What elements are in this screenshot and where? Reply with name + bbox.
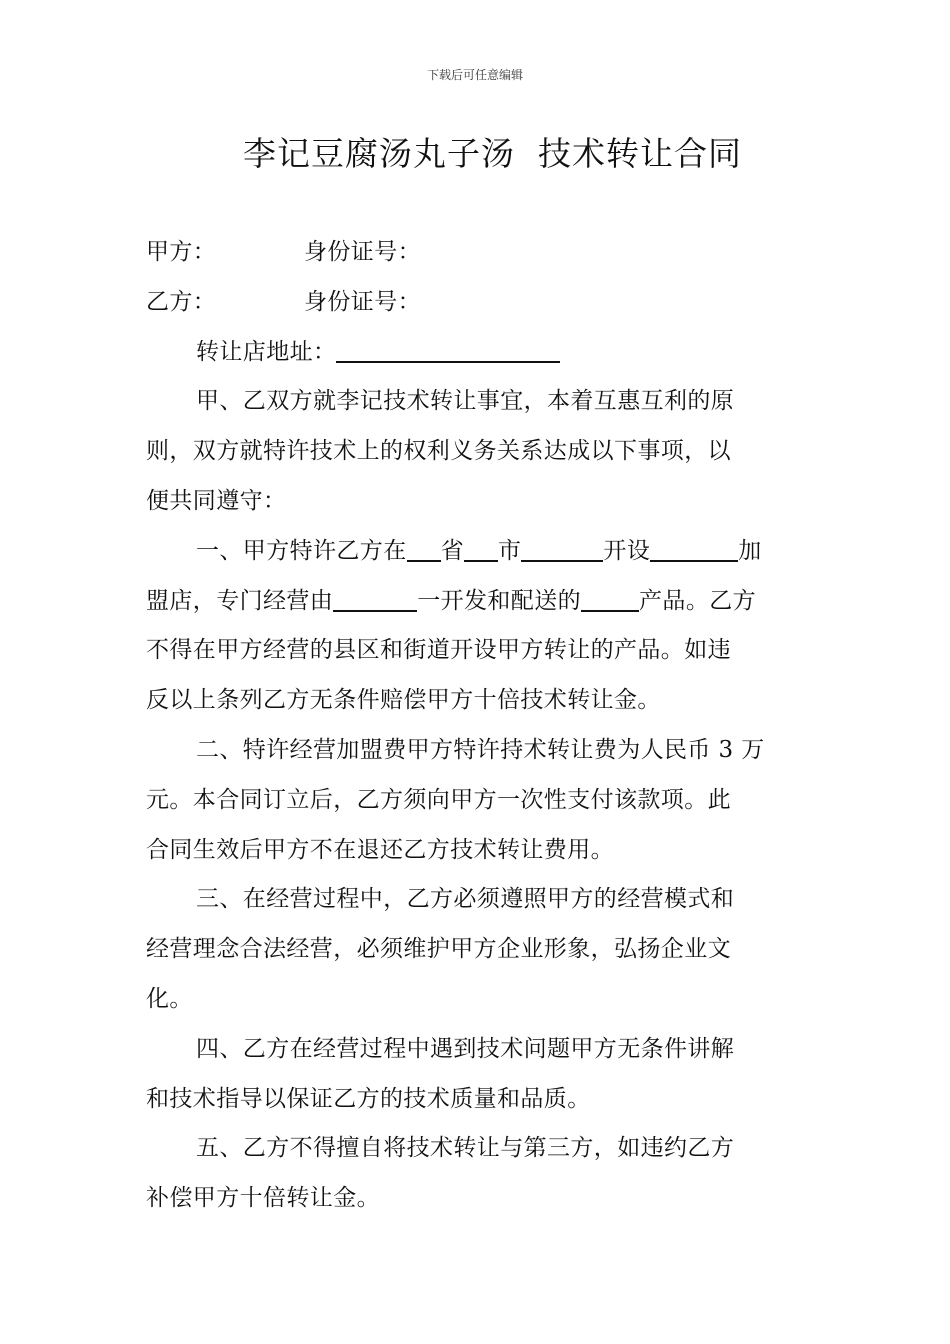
clause2-line-1: 二、特许经营加盟费甲方特许持术转让费为人民币 3 万 <box>196 736 765 763</box>
document-title: 李记豆腐汤丸子汤 技术转让合同 <box>243 134 742 173</box>
clause1-text: 省 <box>440 537 465 564</box>
party-b-id-label: 身份证号： <box>304 288 421 315</box>
contract-body <box>146 228 806 1224</box>
clause5-line-1: 五、乙方不得擅自将技术转让与第三方，如违约乙方 <box>196 1135 735 1162</box>
city-blank <box>464 530 498 562</box>
location-blank <box>521 530 603 562</box>
party-b-row <box>146 278 806 328</box>
clause4-line-2: 和技术指导以保证乙方的技术质量和品质。 <box>146 1085 591 1112</box>
store-address-blank <box>336 331 560 363</box>
party-b-label: 乙方： <box>146 288 217 315</box>
product-blank <box>581 580 639 612</box>
clause1-line-3: 不得在甲方经营的县区和街道开设甲方转让的产品。如违 <box>146 637 731 664</box>
clause1-text: 市 <box>498 537 522 564</box>
party-a-label: 甲方： <box>146 239 217 265</box>
page-header-note: 下载后可任意编辑 <box>426 68 523 82</box>
clause1-text: 产品。乙方 <box>639 587 757 614</box>
clause4-line-1: 四、乙方在经营过程中遇到技术问题甲方无条件讲解 <box>196 1035 735 1062</box>
clause1-line-1 <box>146 527 806 577</box>
clause2-line-3: 合同生效后甲方不在退还乙方技术转让费用。 <box>146 836 614 863</box>
intro-line-1: 甲、乙双方就李记技术转让事宜，本着互惠互利的原 <box>196 388 735 415</box>
province-blank <box>407 530 441 562</box>
store-address-row <box>146 328 806 378</box>
store-name-blank <box>650 530 738 562</box>
clause1-text: 加 <box>738 537 762 564</box>
clause1-text: 一开发和配送的 <box>417 587 582 614</box>
clause1-line-4: 反以上条列乙方无条件赔偿甲方十倍技术转让金。 <box>146 687 661 714</box>
party-a-id-label: 身份证号： <box>304 239 421 265</box>
clause2-line-2: 元。本合同订立后，乙方须向甲方一次性支付该款项。此 <box>146 786 731 813</box>
clause3-line-3: 化。 <box>146 985 193 1012</box>
clause3-line-2: 经营理念合法经营，必须维护甲方企业形象，弘扬企业文 <box>146 936 731 963</box>
clause1-line-2 <box>146 577 806 627</box>
intro-line-3: 便共同遵守： <box>146 487 287 514</box>
clause3-line-1: 三、在经营过程中，乙方必须遵照甲方的经营模式和 <box>196 886 735 913</box>
clause5-line-2: 补偿甲方十倍转让金。 <box>146 1185 380 1212</box>
intro-line-2: 则，双方就特许技术上的权利义务关系达成以下事项，以 <box>146 438 731 465</box>
party-a-row <box>146 228 806 278</box>
clause1-text: 盟店，专门经营由 <box>146 587 334 614</box>
clause1-text: 一、甲方特许乙方在 <box>196 537 407 564</box>
developer-blank <box>333 580 417 612</box>
clause1-text: 开设 <box>603 537 651 564</box>
store-address-label: 转让店地址： <box>196 338 337 365</box>
